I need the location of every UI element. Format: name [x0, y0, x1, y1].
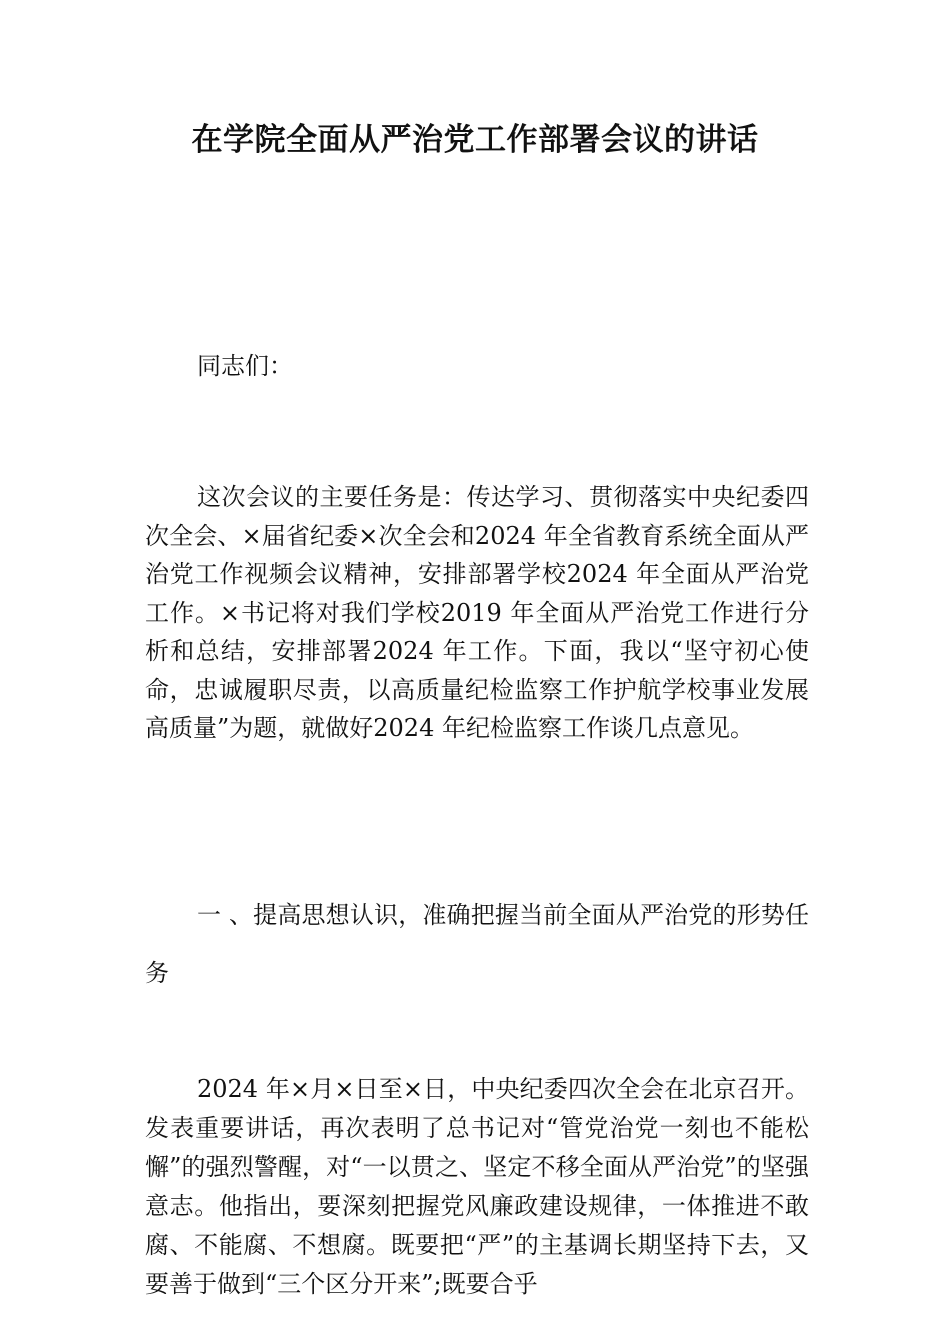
salutation: 同志们：: [197, 352, 293, 380]
intro-paragraph: 这次会议的主要任务是：传达学习、贯彻落实中央纪委四次全会、×届省纪委×次全会和2024 年全省教育系统全面从严治党工作视频会议精神，安排部署学校2024 年全面从严治党工作。×书记将对我们学校2019 年全面从严治党工作进行分析和总结，安排部署2024 年工作。下面，我以“坚守初心使命，忠诚履职尽责，以高质量纪检监察工作护航学校事业发展高质量”为题，就做好2024 年纪检监察工作谈几点意见。: [145, 483, 809, 742]
section-heading: 一 、提高思想认识，准确把握当前全面从严治党的形势任务: [145, 901, 809, 987]
section-body-paragraph: 2024 年×月×日至×日，中央纪委四次全会在北京召开。发表重要讲话，再次表明了总书记对“管党治党一刻也不能松懈”的强烈警醒，对“一以贯之、坚定不移全面从严治党”的坚强意志。他指出，要深刻把握党风廉政建设规律，一体推进不敢腐、不能腐、不想腐。既要把“严”的主基调长期坚持下去，又要善于做到“三个区分开来”;既要合乎: [145, 1075, 809, 1298]
document-title: 在学院全面从严治党工作部署会议的讲话: [191, 122, 759, 158]
